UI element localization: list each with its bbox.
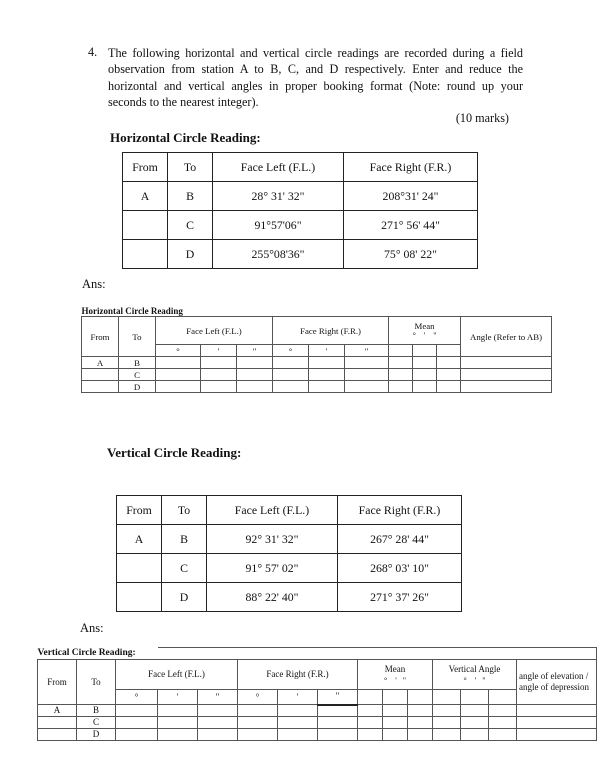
cell-fl: 91°57'06" xyxy=(213,211,344,240)
fl-deg: ° xyxy=(116,690,158,705)
header-to: To xyxy=(119,317,156,357)
cell-to: C xyxy=(162,554,207,583)
cell-from: A xyxy=(117,525,162,554)
header-face-left: Face Left (F.L.) xyxy=(207,496,338,525)
header-to: To xyxy=(168,153,213,182)
header-from: From xyxy=(117,496,162,525)
header-from: From xyxy=(123,153,168,182)
booking-header-row xyxy=(38,660,597,690)
vertical-heading: Vertical Circle Reading: xyxy=(107,445,242,460)
cell-fl: 28° 31' 32" xyxy=(213,182,344,211)
cell-fr: 208°31' 24" xyxy=(344,182,478,211)
cell-from xyxy=(117,583,162,612)
header-to: To xyxy=(162,496,207,525)
table-row xyxy=(38,717,597,729)
elevation-label: angle of elevation / xyxy=(519,671,589,681)
table-row xyxy=(82,381,552,393)
cell-to: B xyxy=(162,525,207,554)
header-mean xyxy=(358,660,433,690)
cell-to: B xyxy=(77,705,116,717)
cell-from: A xyxy=(82,357,119,369)
depression-label: angle of depression xyxy=(519,682,589,692)
cell-to: D xyxy=(77,729,116,741)
fl-deg: ° xyxy=(156,345,201,357)
cell-fl: 92° 31' 32" xyxy=(207,525,338,554)
fr-min: ' xyxy=(309,345,345,357)
question-marks: (10 marks) xyxy=(455,111,509,126)
header-elevation xyxy=(517,660,597,705)
header-vertical-angle xyxy=(433,660,517,690)
header-from: From xyxy=(82,317,119,357)
cell-to: B xyxy=(168,182,213,211)
cell-to: D xyxy=(162,583,207,612)
table-row xyxy=(117,583,462,612)
cell-to: D xyxy=(168,240,213,269)
cell-from xyxy=(38,729,77,741)
header-face-left: Face Left (F.L.) xyxy=(116,660,238,690)
header-face-right: Face Right (F.R.) xyxy=(338,496,462,525)
booking-title: Horizontal Circle Reading xyxy=(81,305,183,316)
cell-from xyxy=(117,554,162,583)
header-face-left: Face Left (F.L.) xyxy=(213,153,344,182)
table-row xyxy=(123,240,478,269)
answer-label-2: Ans: xyxy=(80,621,104,635)
table-row xyxy=(123,211,478,240)
cell-fl: 255°08'36" xyxy=(213,240,344,269)
header-face-right: Face Right (F.R.) xyxy=(344,153,478,182)
table-row xyxy=(123,182,478,211)
mean-units: ° ' " xyxy=(412,330,437,340)
table-row xyxy=(117,554,462,583)
cell-from xyxy=(82,381,119,393)
fr-deg: ° xyxy=(273,345,309,357)
header-to: To xyxy=(77,660,116,705)
table-row xyxy=(82,357,552,369)
header-face-left: Face Left (F.L.) xyxy=(156,317,273,345)
vertical-angle-units: ° ' " xyxy=(463,675,486,685)
cell-fr: 267° 28' 44" xyxy=(338,525,462,554)
table-row xyxy=(38,705,597,717)
cell-from: A xyxy=(38,705,77,717)
cell-to: C xyxy=(119,369,156,381)
vertical-booking-table xyxy=(37,647,597,741)
booking-units-row xyxy=(38,690,597,705)
horizontal-observation-table xyxy=(122,152,478,269)
booking-title: Vertical Circle Reading: xyxy=(37,647,136,658)
question-text-block xyxy=(108,45,523,126)
cell-fl: 91° 57' 02" xyxy=(207,554,338,583)
cell-fl: 88° 22' 40" xyxy=(207,583,338,612)
fl-min: ' xyxy=(158,690,198,705)
cell-to: B xyxy=(119,357,156,369)
cell-to: C xyxy=(168,211,213,240)
cell-from xyxy=(82,369,119,381)
table-row xyxy=(117,525,462,554)
cell-from xyxy=(38,717,77,729)
booking-title-row xyxy=(38,648,597,660)
cell-fr: 75° 08' 22" xyxy=(344,240,478,269)
cell-from: A xyxy=(123,182,168,211)
cell-fr: 271° 56' 44" xyxy=(344,211,478,240)
mean-units: ° ' " xyxy=(384,675,406,685)
table-row xyxy=(82,369,552,381)
table-header-row xyxy=(117,496,462,525)
answer-label-1: Ans: xyxy=(82,277,106,291)
fr-sec: " xyxy=(318,690,358,705)
vertical-angle-label: Vertical Angle xyxy=(448,663,501,674)
table-header-row xyxy=(123,153,478,182)
question-text: The following horizontal and vertical circle readings are recorded during a field observation from station A to B, C, and D respectively. Enter and reduce the horizontal and vertical angles in proper booking format (Note: round up your seconds to the nearest integer). xyxy=(108,46,523,109)
fr-min: ' xyxy=(278,690,318,705)
marks-line xyxy=(108,110,523,126)
cell-to: C xyxy=(77,717,116,729)
fl-min: ' xyxy=(201,345,237,357)
question-number: 4. xyxy=(88,45,98,59)
header-face-right: Face Right (F.R.) xyxy=(273,317,389,345)
fl-sec: " xyxy=(198,690,238,705)
fr-sec: " xyxy=(345,345,389,357)
fr-deg: ° xyxy=(238,690,278,705)
cell-from xyxy=(123,211,168,240)
horizontal-booking-table xyxy=(81,305,552,393)
booking-title-row xyxy=(82,305,552,317)
table-row xyxy=(38,729,597,741)
vertical-observation-table xyxy=(116,495,462,612)
booking-header-row xyxy=(82,317,552,345)
cell-to: D xyxy=(119,381,156,393)
cell-fr: 268° 03' 10" xyxy=(338,554,462,583)
header-angle: Angle (Refer to AB) xyxy=(461,317,552,357)
mean-label: Mean xyxy=(384,663,406,674)
horizontal-heading: Horizontal Circle Reading: xyxy=(110,130,261,145)
header-from: From xyxy=(38,660,77,705)
header-face-right: Face Right (F.R.) xyxy=(238,660,358,690)
mean-label: Mean xyxy=(414,320,435,331)
cell-from xyxy=(123,240,168,269)
header-mean xyxy=(389,317,461,345)
fl-sec: " xyxy=(237,345,273,357)
cell-fr: 271° 37' 26" xyxy=(338,583,462,612)
